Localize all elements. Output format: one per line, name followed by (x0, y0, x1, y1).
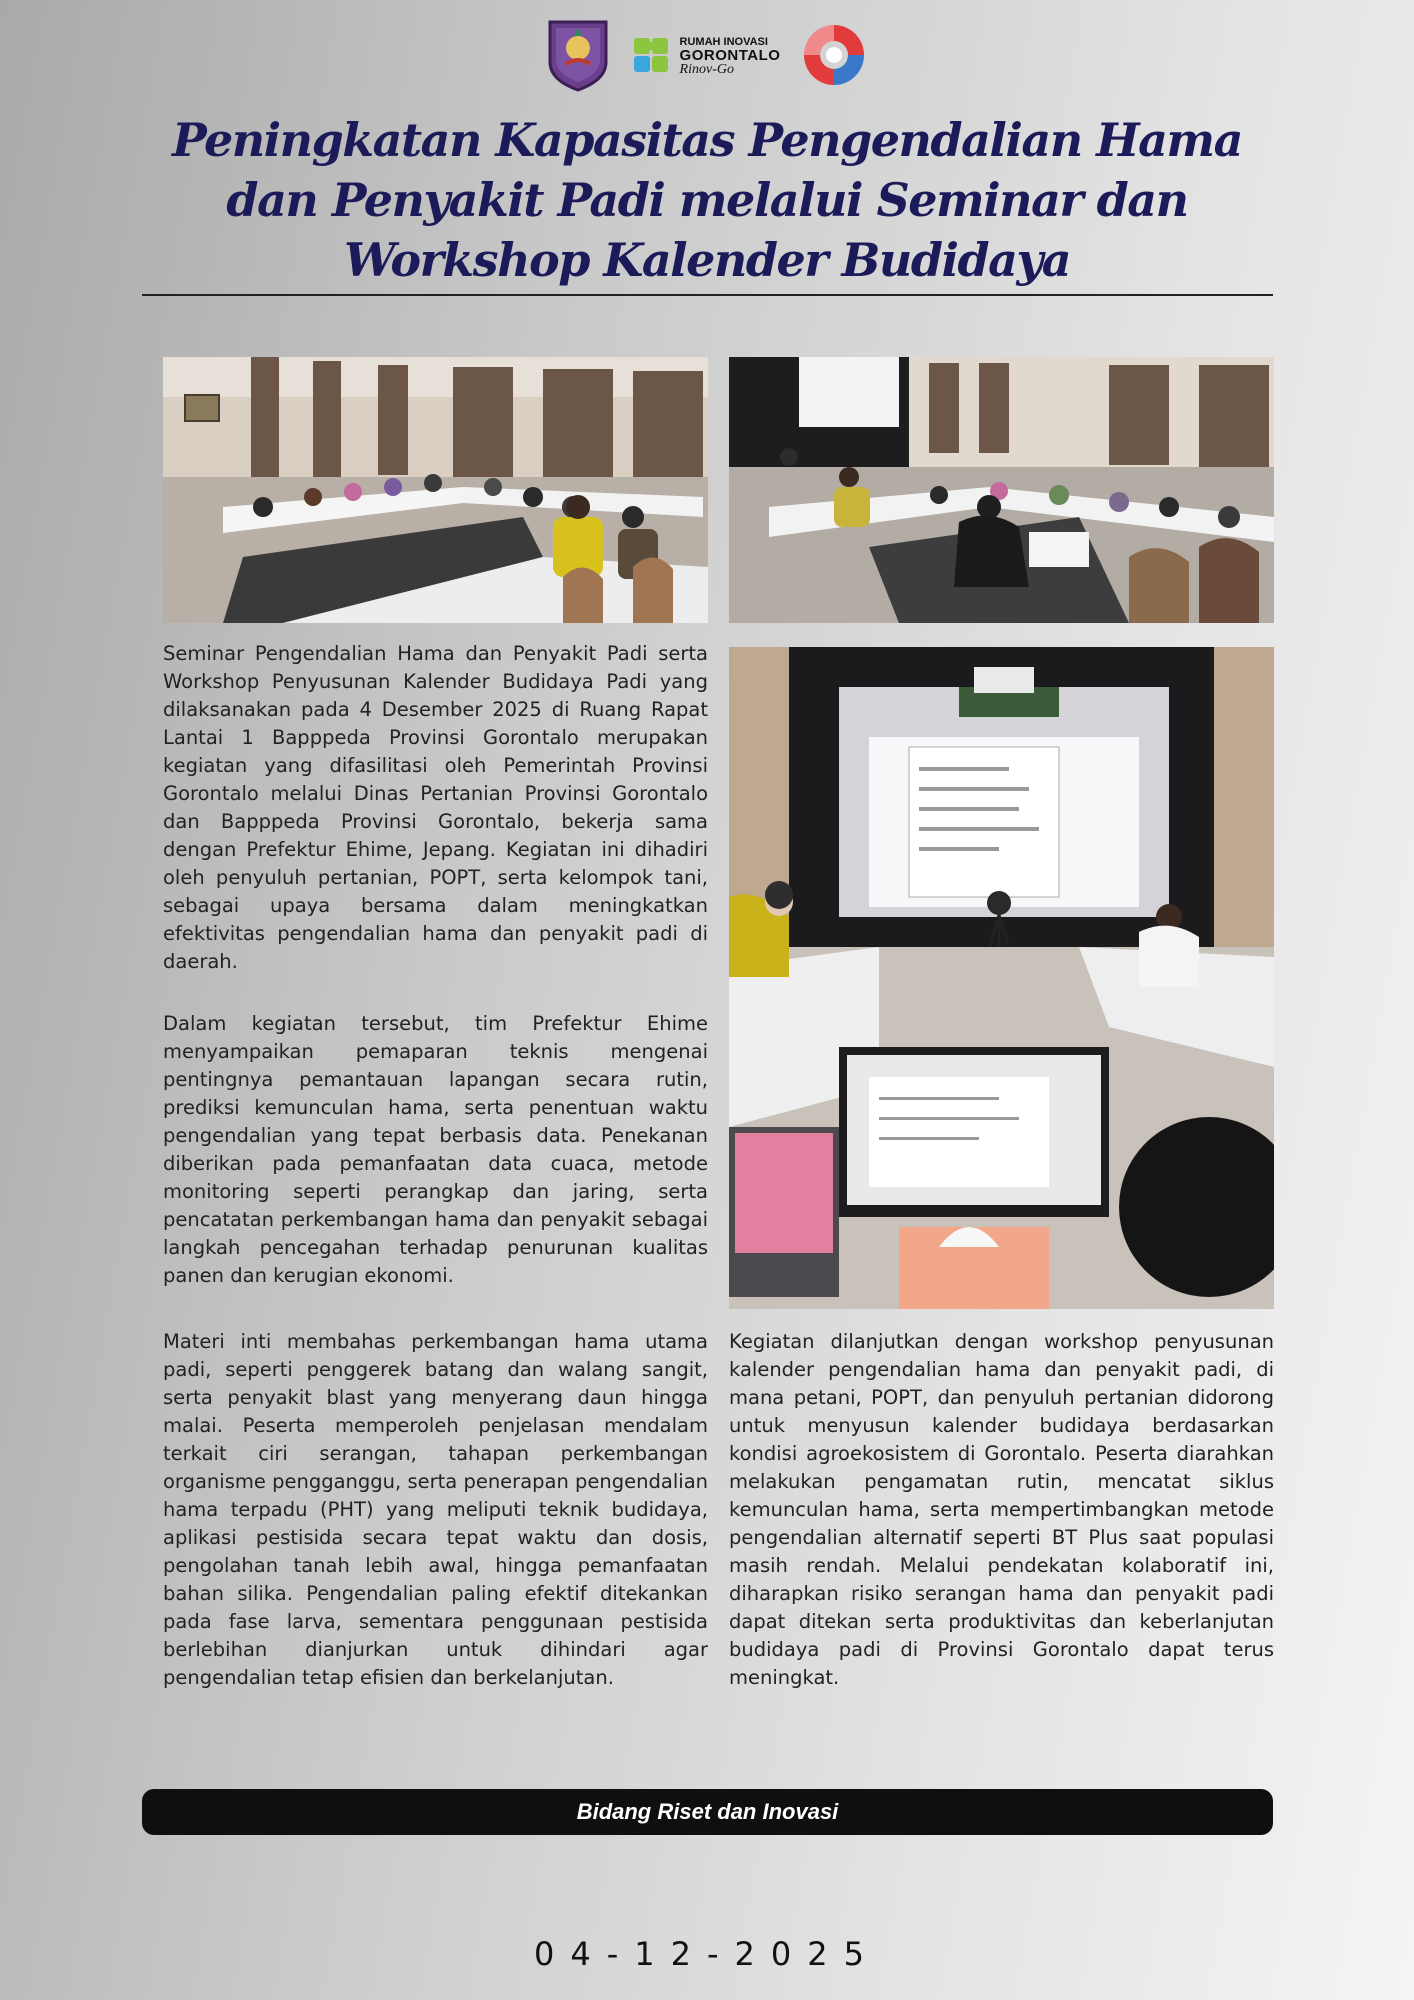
header-logos (0, 18, 1414, 96)
province-emblem-logo (544, 18, 612, 96)
logo-text-line1: RUMAH INOVASI (679, 36, 768, 48)
logo-text-line3: Rinov-Go (679, 62, 734, 77)
presentation-photo (729, 647, 1274, 1309)
paragraph-3: Materi inti membahas perkembangan hama utama padi, seperti penggerek batang dan walang sangit, serta penyakit blast yang menyerang daun hingga malai. Peserta memperoleh penjelasan mendalam terkait ciri serangan, tahapan perkembangan organisme pengganggu, serta penerapan pengendalian hama terpadu (PHT) yang meliputi teknik budidaya, aplikasi pestisida secara tepat waktu dan dosis, pengolahan tanah lebih awal, hingga pemanfaatan bahan silika. Pengendalian paling efektif ditekankan pada fase larva, sementara penggunaan pestisida berlebihan dianjurkan untuk dihindari agar pengendalian tetap efisien dan berkelanjutan. (163, 1330, 708, 1689)
swirl-logo (798, 19, 870, 95)
rinov-go-logo (630, 32, 781, 82)
seminar-photo-2 (729, 357, 1274, 623)
page-title: Peningkatan Kapasitas Pengendalian Hama dan Penyakit Padi melalui Seminar dan Workshop Kalender Budidaya (172, 113, 1242, 287)
paragraph-1: Seminar Pengendalian Hama dan Penyakit Padi serta Workshop Penyusunan Kalender Budidaya Padi yang dilaksanakan pada 4 Desember 2025 di Ruang Rapat Lantai 1 Bapppeda Provinsi Gorontalo merupakan kegiatan yang difasilitasi oleh Pemerintah Provinsi Gorontalo melalui Dinas Pertanian Provinsi Gorontalo dan Bapppeda Provinsi Gorontalo, bekerja sama dengan Prefektur Ehime, Jepang. Kegiatan ini dihadiri oleh penyuluh pertanian, POPT, serta kelompok tani, sebagai upaya bersama dalam meningkatkan efektivitas pengendalian hama dan penyakit padi di daerah. (163, 642, 708, 973)
paragraph-2: Dalam kegiatan tersebut, tim Prefektur Ehime menyampaikan pemaparan teknis mengenai pentingnya pemantauan lapangan secara rutin, prediksi kemunculan hama, serta penentuan waktu pengendalian yang tepat berbasis data. Penekanan diberikan pada pemanfaatan data cuaca, metode monitoring seperti perangkap dan jaring, serta pencatatan perkembangan hama dan penyakit sebagai langkah pencegahan terhadap penurunan kualitas panen dan kerugian ekonomi. (163, 1012, 708, 1287)
paragraph-4: Kegiatan dilanjutkan dengan workshop penyusunan kalender pengendalian hama dan penyakit padi, di mana petani, POPT, dan penyuluh pertanian didorong untuk menyusun kalender budidaya berdasarkan kondisi agroekosistem di Gorontalo. Peserta diarahkan melakukan pengamatan rutin, mencatat siklus kemunculan hama, serta mempertimbangkan metode pengendalian alternatif seperti BT Plus saat populasi masih rendah. Melalui pendekatan kolaboratif ini, diharapkan risiko serangan hama dan penyakit padi dapat ditekan serta produktivitas dan keberlanjutan budidaya padi di Provinsi Gorontalo dapat terus meningkat. (729, 1330, 1274, 1689)
footer-label: Bidang Riset dan Inovasi (576, 1799, 839, 1824)
publication-date: 04-12-2025 (534, 1935, 880, 1973)
seminar-photo-1 (163, 357, 708, 623)
logo-text-line2: GORONTALO (679, 47, 781, 64)
title-divider (142, 294, 1273, 296)
footer-banner (142, 1789, 1273, 1835)
puzzle-icon (630, 32, 674, 82)
